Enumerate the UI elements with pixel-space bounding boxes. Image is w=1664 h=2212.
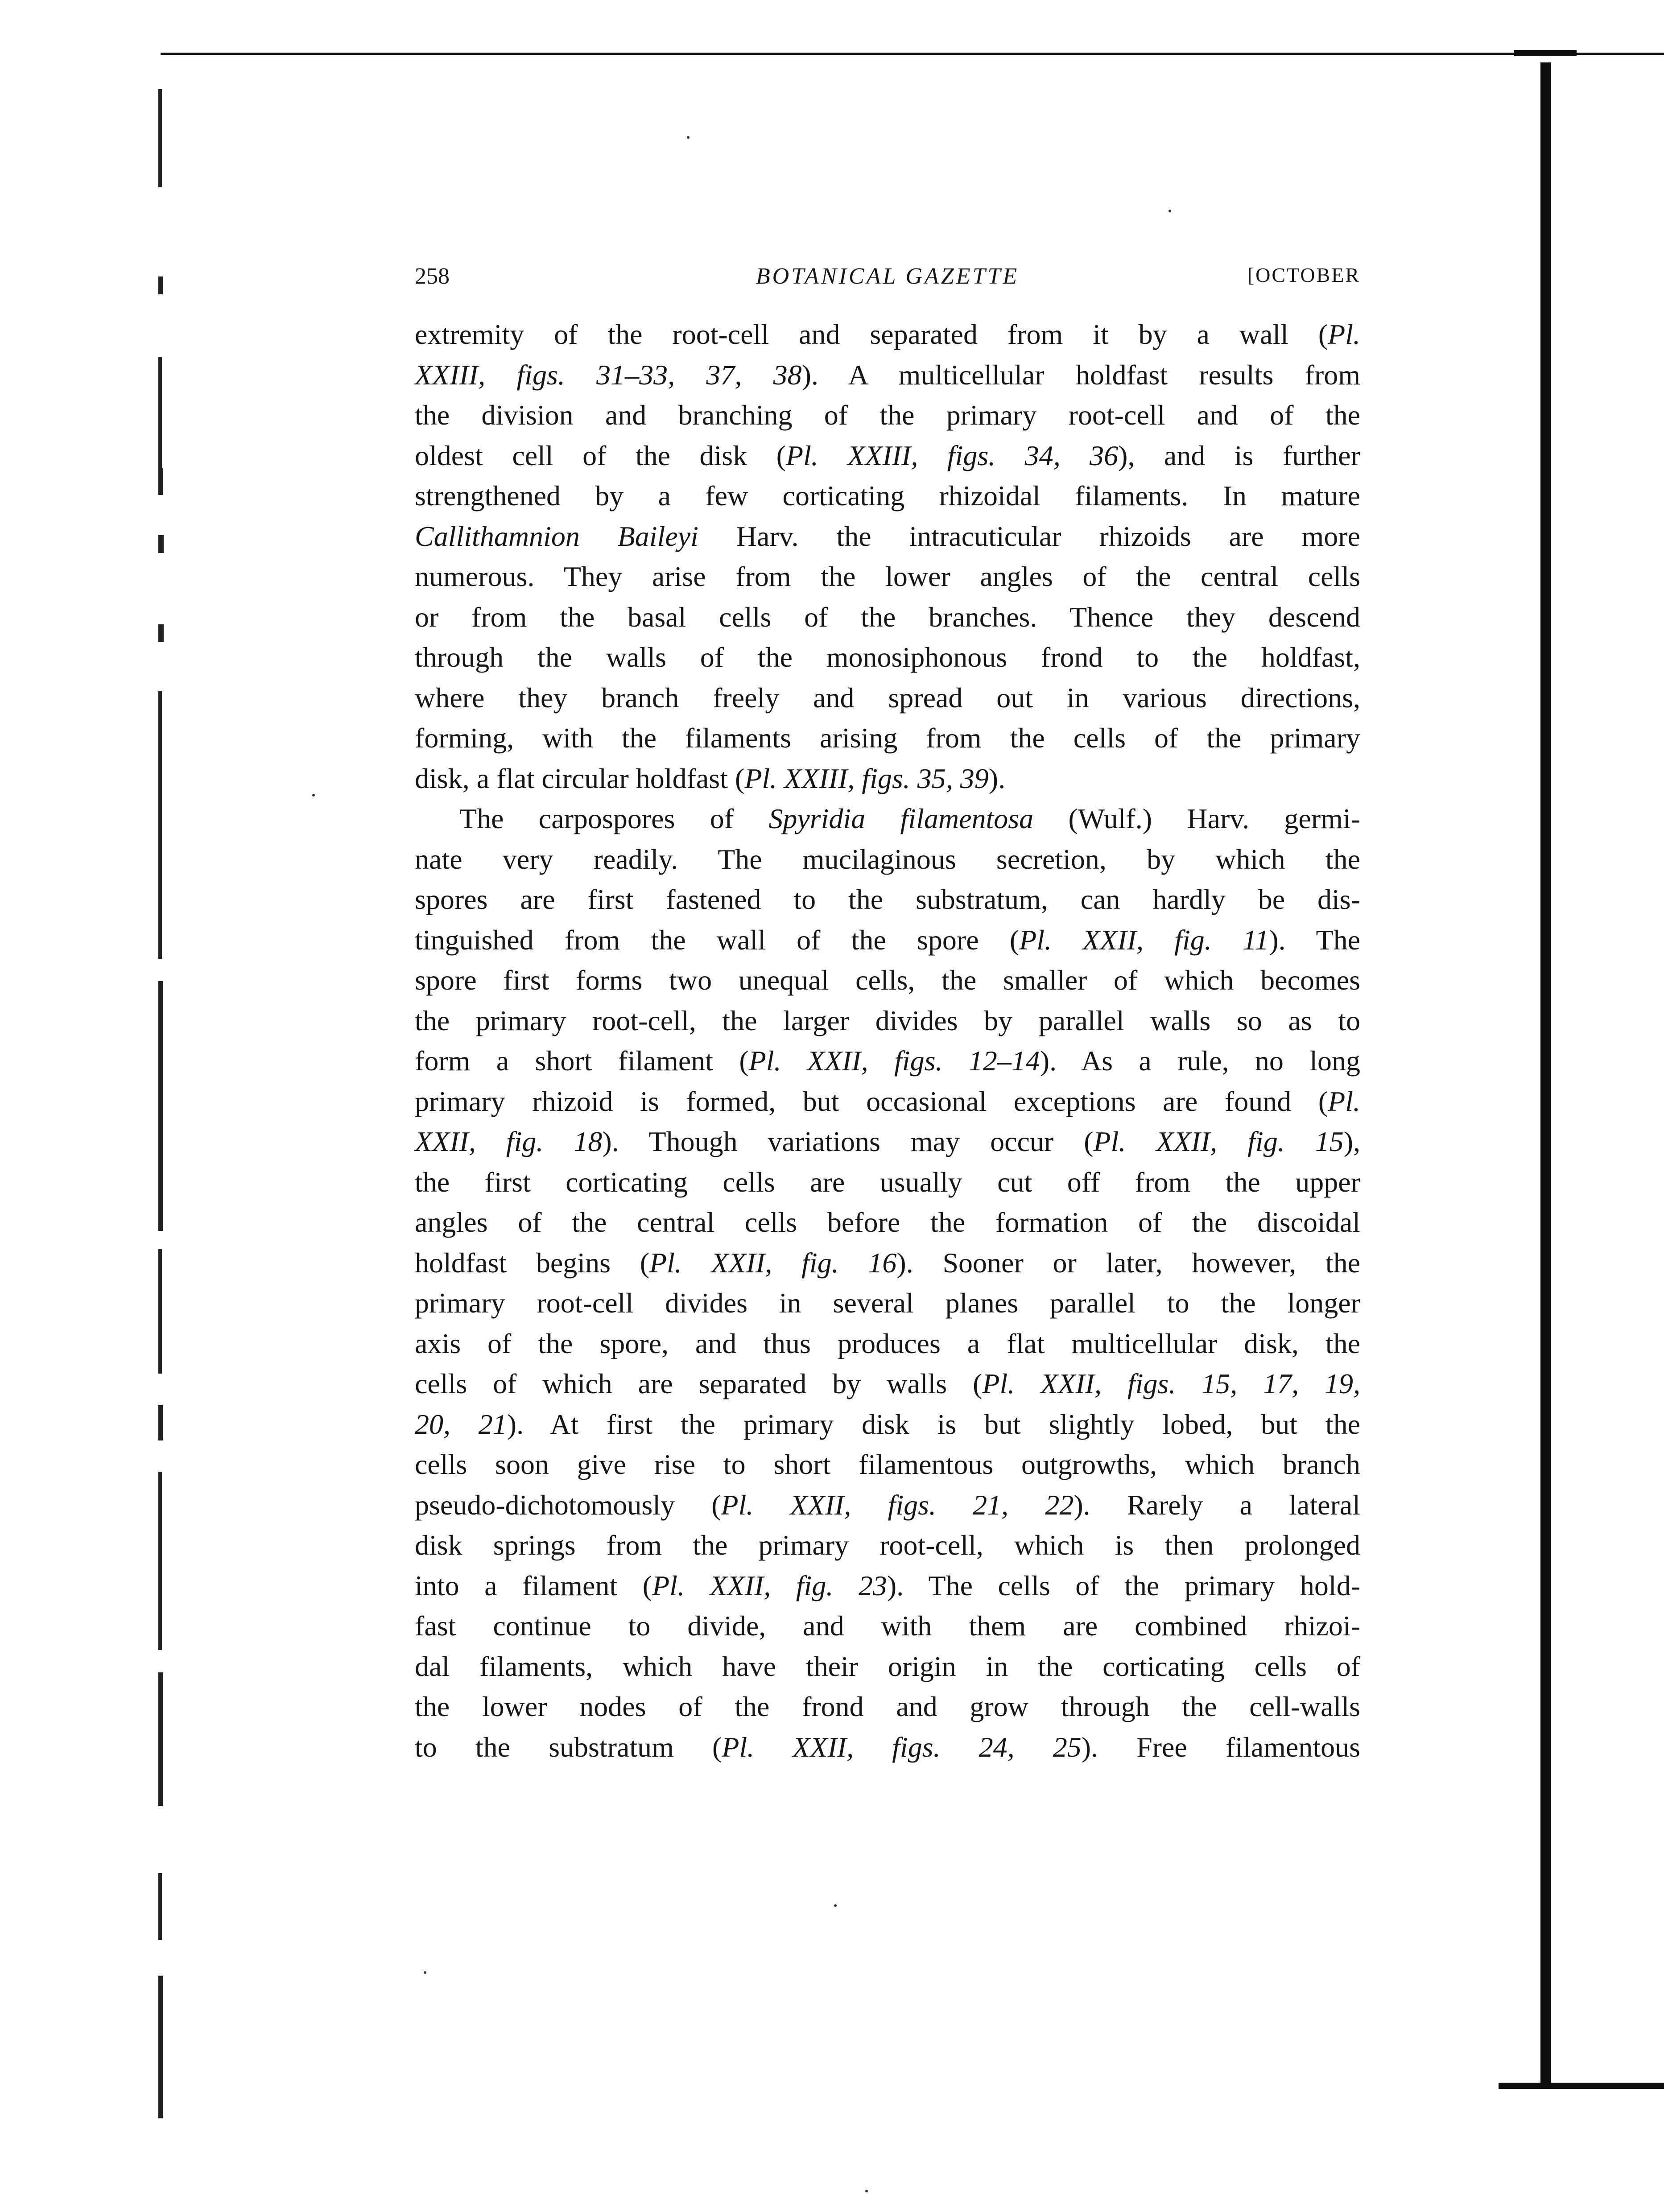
text-line: 20, 21). At first the primary disk is but slightly lobed, but the [415,1408,1360,1440]
text-line: strengthened by a few corticating rhizoidal filaments. In mature [415,480,1360,512]
running-title: BOTANICAL GAZETTE [756,264,1020,289]
text-line: to the substratum (Pl. XXII, figs. 24, 25). Free filamentous [415,1731,1361,1763]
text-line: the division and branching of the primary root-cell and of the [415,399,1360,431]
text-line: Callithamnion Baileyi Harv. the intracuticular rhizoids are more [415,520,1361,552]
text-line: the primary root-cell, the larger divides by parallel walls so as to [415,1004,1360,1036]
text-line: spores are first fastened to the substratum, can hardly be dis- [415,883,1360,915]
text-line: into a filament (Pl. XXII, fig. 23). The cells of the primary hold- [415,1569,1361,1601]
text-line: extremity of the root-cell and separated from it by a wall (Pl. [415,318,1360,350]
text-line: or from the basal cells of the branches. Thence they descend [415,601,1360,633]
scan-right-foot [1499,2083,1664,2089]
text-line: The carpospores of Spyridia filamentosa (Wulf.) Harv. germi- [459,803,1361,834]
scan-speck [687,136,690,139]
text-line: holdfast begins (Pl. XXII, fig. 16). Sooner or later, however, the [415,1246,1361,1279]
text-line: cells soon give rise to short filamentous outgrowths, which branch [415,1449,1360,1480]
page-number: 258 [415,264,450,289]
scan-top-rule [161,53,1664,55]
text-line: angles of the central cells before the formation of the discoidal [415,1206,1360,1238]
scan-right-cap [1514,50,1577,56]
text-line: form a short filament (Pl. XXII, figs. 12–14). As a rule, no long [415,1045,1361,1077]
text-line: disk, a flat circular holdfast (Pl. XXIII, figs. 35, 39). [415,762,1006,794]
text-line: XXII, fig. 18). Though variations may occur (Pl. XXII, fig. 15), [415,1126,1361,1157]
paragraph-2 [415,799,1360,1767]
scan-right-binding-bar [1540,62,1551,2087]
text-line: fast continue to divide, and with them are combined rhizoi- [415,1610,1360,1642]
text-line: cells of which are separated by walls (Pl. XXII, figs. 15, 17, 19, [415,1368,1360,1399]
paragraph-1 [415,314,1360,799]
text-line: forming, with the filaments arising from the cells of the primary [415,722,1360,754]
scan-speck [834,1904,837,1907]
text-line: numerous. They arise from the lower angles of the central cells [415,561,1360,592]
text-line: pseudo-dichotomously (Pl. XXII, figs. 21, 22). Rarely a lateral [415,1489,1361,1521]
scan-speck [312,794,315,796]
running-header [415,259,1360,299]
scan-speck [1169,210,1171,212]
text-line: where they branch freely and spread out in various directions, [415,681,1360,714]
text-line: nate very readily. The mucilaginous secretion, by which the [415,843,1360,875]
text-line: primary rhizoid is formed, but occasional exceptions are found (Pl. [415,1085,1360,1117]
scan-speck [424,1971,426,1974]
text-line: oldest cell of the disk (Pl. XXIII, figs. 34, 36), and is further [415,439,1360,471]
running-month: [OCTOBER [1247,264,1360,286]
text-line: primary root-cell divides in several planes parallel to the longer [415,1287,1360,1319]
text-line: XXIII, figs. 31–33, 37, 38). A multicellular holdfast results from [415,359,1360,391]
text-line: axis of the spore, and thus produces a flat multicellular disk, the [415,1327,1360,1359]
scan-left-gutter [158,67,185,2118]
body-text [415,314,1360,1767]
text-line: through the walls of the monosiphonous frond to the holdfast, [415,641,1360,673]
text-line: disk springs from the primary root-cell, which is then prolonged [415,1529,1360,1561]
text-line: the first corticating cells are usually cut off from the upper [415,1166,1360,1198]
text-line: spore first forms two unequal cells, the smaller of which becomes [415,964,1360,996]
scan-speck [865,2190,868,2192]
text-line: the lower nodes of the frond and grow through the cell-walls [415,1691,1360,1722]
text-line: tinguished from the wall of the spore (Pl. XXII, fig. 11). The [415,924,1361,956]
text-line: dal filaments, which have their origin in the corticating cells of [415,1650,1360,1682]
